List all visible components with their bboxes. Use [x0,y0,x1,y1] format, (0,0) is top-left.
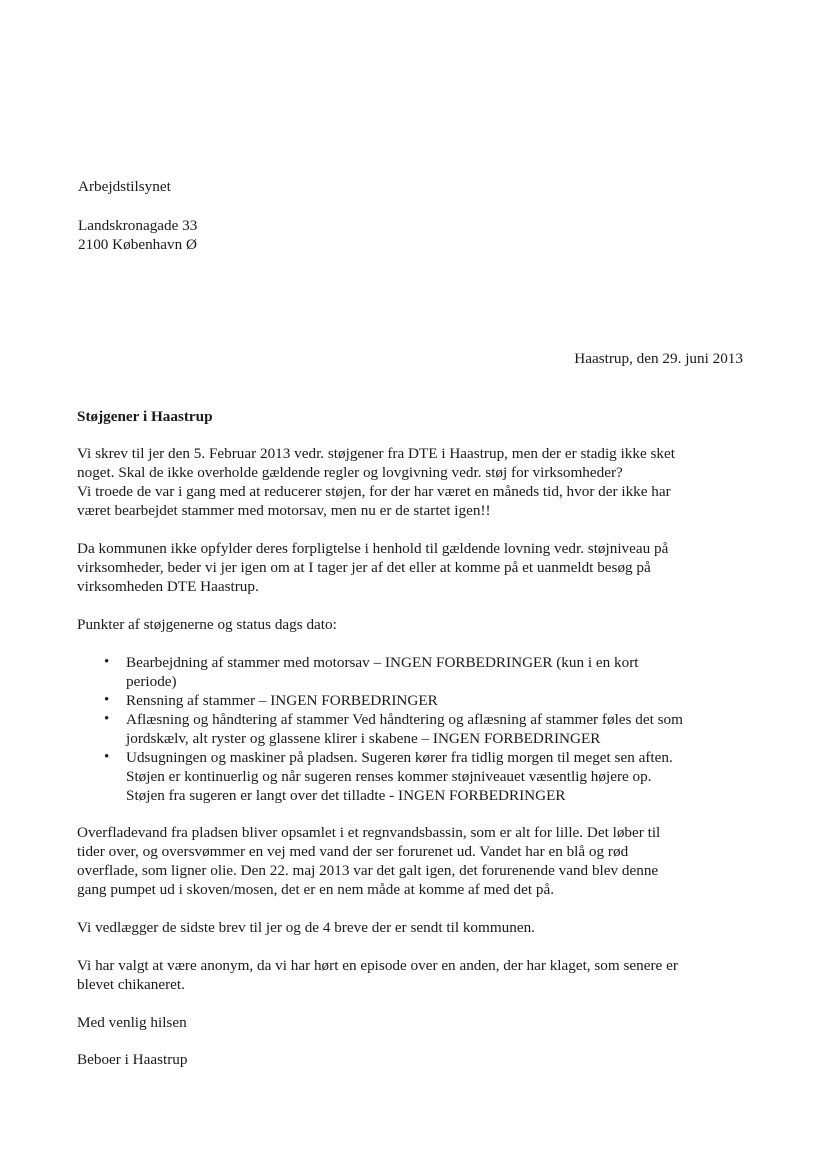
list-item [126,653,752,691]
paragraph-1-line: været bearbejdet stammer med motorsav, men nu er de startet igen!! [77,502,491,519]
list-item-line: jordskælv, alt ryster og glassene klirer i skabene – INGEN FORBEDRINGER [126,730,601,747]
recipient-street: Landskronagade 33 [78,217,198,234]
paragraph-2-line: virksomheden DTE Haastrup. [77,578,259,595]
paragraph-5-line: Vi har valgt at være anonym, da vi har hørt en episode over en anden, der har klaget, som senere er [77,957,678,974]
points-list [77,653,752,805]
list-item-line: Støjen fra sugeren er langt over det tilladte - INGEN FORBEDRINGER [126,787,566,804]
paragraph-2-line: Da kommunen ikke opfylder deres forpligtelse i henhold til gældende lovning vedr. støjniveau på [77,540,669,557]
paragraph-2 [77,539,752,596]
list-item-line: • Aflæsning og håndtering af stammer Ved håndtering og aflæsning af stammer føles det som [126,711,683,728]
paragraph-1 [77,444,752,520]
closing-greeting: Med venlig hilsen [77,1014,187,1031]
paragraph-1-line: Vi skrev til jer den 5. Februar 2013 vedr. støjgener fra DTE i Haastrup, men der er stadig ikke sket [77,445,675,462]
list-item-line: • Rensning af stammer – INGEN FORBEDRINGER [126,692,438,709]
points-intro: Punkter af støjgenerne og status dags dato: [77,616,337,633]
paragraph-4: Vi vedlægger de sidste brev til jer og de 4 breve der er sendt til kommunen. [77,919,535,936]
recipient-address [78,177,197,254]
date-line: Haastrup, den 29. juni 2013 [574,350,743,367]
paragraph-3-line: overflade, som ligner olie. Den 22. maj 2013 var det galt igen, det forurenende vand blev denne [77,862,659,879]
list-item-line: • Udsugningen og maskiner på pladsen. Sugeren kører fra tidlig morgen til meget sen aften. [126,749,673,766]
paragraph-5 [77,956,752,994]
paragraph-3 [77,823,752,899]
recipient-name: Arbejdstilsynet [78,178,171,195]
paragraph-1-line: Vi troede de var i gang med at reducerer støjen, for der har været en måneds tid, hvor der ikke har [77,483,671,500]
paragraph-5-line: blevet chikaneret. [77,976,185,993]
signature: Beboer i Haastrup [77,1051,188,1068]
list-item [126,710,752,748]
recipient-city: 2100 København Ø [78,236,197,253]
letter-subject: Støjgener i Haastrup [77,408,213,425]
list-item-line: Støjen er kontinuerlig og når sugeren renses kommer støjniveauet væsentlig højere op. [126,768,652,785]
letter-body [77,407,752,1069]
paragraph-2-line: virksomheder, beder vi jer igen om at I tager jer af det eller at komme på et uanmeldt besøg på [77,559,651,576]
list-item-line: • Bearbejdning af stammer med motorsav – INGEN FORBEDRINGER (kun i en kort [126,654,639,671]
paragraph-3-line: gang pumpet ud i skoven/mosen, det er en nem måde at komme af med det på. [77,881,555,898]
paragraph-3-line: Overfladevand fra pladsen bliver opsamlet i et regnvandsbassin, som er alt for lille. Det løber til [77,824,661,841]
paragraph-1-line: noget. Skal de ikke overholde gældende regler og lovgivning vedr. støj for virksomheder? [77,464,623,481]
list-item-line: periode) [126,673,177,690]
list-item [126,748,752,805]
list-item [126,691,752,710]
paragraph-3-line: tider over, og oversvømmer en vej med vand der ser forurenet ud. Vandet har en blå og rød [77,843,629,860]
